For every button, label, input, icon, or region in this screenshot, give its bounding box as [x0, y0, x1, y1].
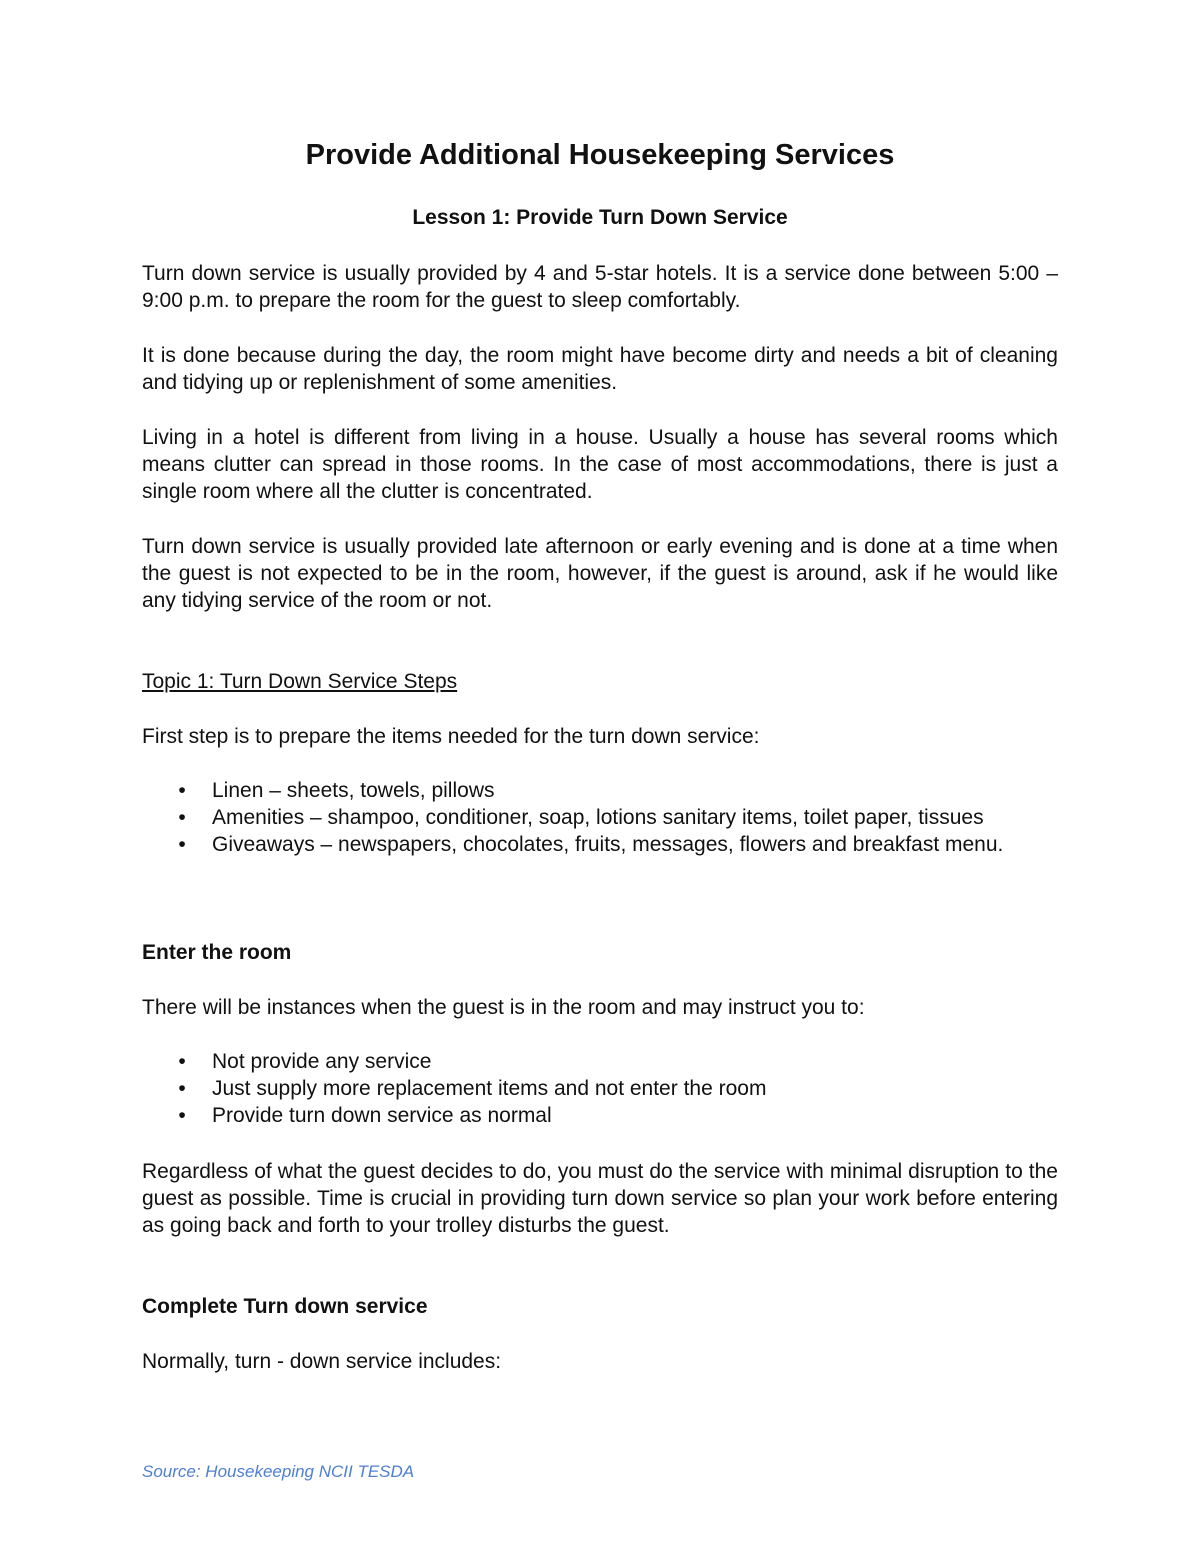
bullet-icon: • — [178, 1077, 186, 1100]
list-item — [142, 1075, 1058, 1102]
guest-instruction-list — [142, 1048, 1058, 1129]
list-item — [142, 1102, 1058, 1129]
list-item — [142, 777, 1058, 804]
list-item-text: Just supply more replacement items and not enter the room — [212, 1077, 767, 1100]
list-item — [142, 831, 1058, 858]
paragraph-intro: Turn down service is usually provided by 4 and 5-star hotels. It is a service done between 5:00 – 9:00 p.m. to prepare the room for the guest to sleep comfortably. — [142, 262, 1058, 312]
paragraph-timing: Turn down service is usually provided late afternoon or early evening and is done at a time when the guest is not expected to be in the room, however, if the guest is around, ask if he would like any tidying service of the room or not. — [142, 535, 1058, 612]
paragraph-complete-intro: Normally, turn - down service includes: — [142, 1350, 502, 1373]
lesson-title: Lesson 1: Provide Turn Down Service — [412, 206, 788, 229]
paragraph-enter-room: There will be instances when the guest is in the room and may instruct you to: — [142, 996, 865, 1019]
bullet-icon: • — [178, 1104, 186, 1127]
list-item-text: Linen – sheets, towels, pillows — [212, 779, 495, 802]
paragraph-hotel-vs-house: Living in a hotel is different from living in a house. Usually a house has several rooms which means clutter can spread in those rooms. In the case of most accommodations, there is just a single room where all the clutter is concentrated. — [142, 426, 1058, 503]
list-item-text: Giveaways – newspapers, chocolates, fruits, messages, flowers and breakfast menu. — [212, 833, 1004, 856]
list-item — [142, 1048, 1058, 1075]
paragraph-reason: It is done because during the day, the room might have become dirty and needs a bit of cleaning and tidying up or replenishment of some amenities. — [142, 344, 1058, 394]
source-footer: Source: Housekeeping NCII TESDA — [142, 1462, 415, 1481]
paragraph-first-step: First step is to prepare the items needed for the turn down service: — [142, 725, 760, 748]
bullet-icon: • — [178, 1050, 186, 1073]
list-item-text: Provide turn down service as normal — [212, 1104, 552, 1127]
bullet-icon: • — [178, 806, 186, 829]
heading-enter-room: Enter the room — [142, 941, 292, 964]
list-item-text: Amenities – shampoo, conditioner, soap, lotions sanitary items, toilet paper, tissues — [212, 806, 984, 829]
bullet-icon: • — [178, 833, 186, 856]
document-title: Provide Additional Housekeeping Services — [305, 139, 895, 171]
bullet-icon: • — [178, 779, 186, 802]
items-needed-list — [142, 777, 1058, 858]
list-item — [142, 804, 1058, 831]
topic-title: Topic 1: Turn Down Service Steps — [142, 670, 458, 693]
paragraph-regardless: Regardless of what the guest decides to do, you must do the service with minimal disruption to the guest as possible. Time is crucial in providing turn down service so plan your work before entering as going back and forth to your trolley disturbs the guest. — [142, 1160, 1058, 1237]
list-item-text: Not provide any service — [212, 1050, 432, 1073]
heading-complete-service: Complete Turn down service — [142, 1295, 428, 1318]
